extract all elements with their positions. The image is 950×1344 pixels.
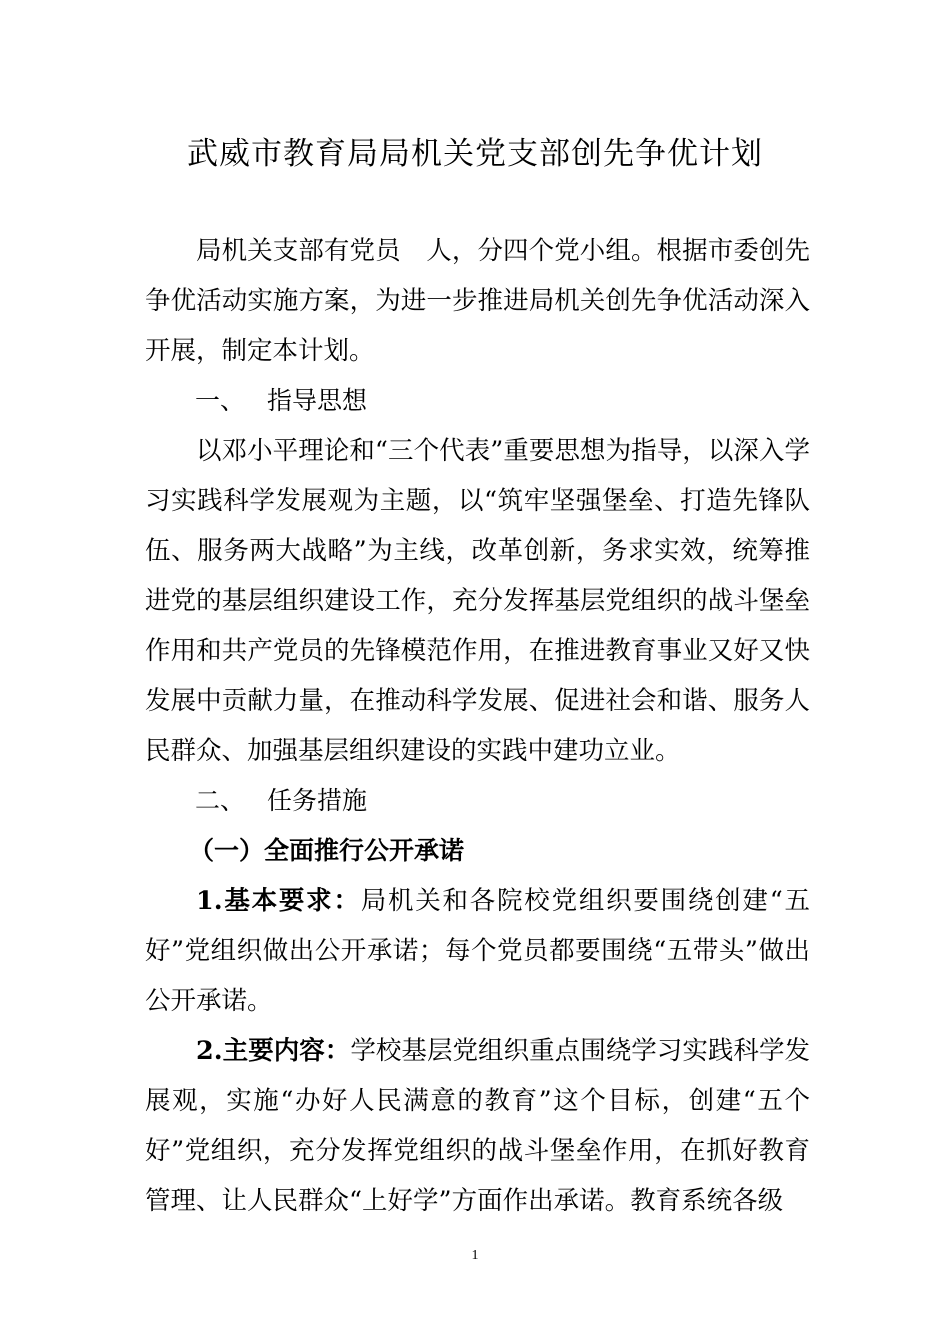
item-1-lead: 1.基本要求： [196,886,361,916]
section-2-heading [145,776,810,826]
intro-paragraph: 局机关支部有党员 人，分四个党小组。根据市委创先争优活动实施方案，为进一步推进局机关创先争优活动深入开展，制定本计划。 [145,236,810,366]
page-number: 1 [471,1248,479,1263]
section-1-number: 一、 [195,386,246,415]
section-2-number: 二、 [195,786,246,815]
document-title: 武威市教育局局机关党支部创先争优计划 [187,136,763,172]
item-1-paragraph [145,876,810,1026]
section-1-title: 指导思想 [267,386,368,415]
section-2-title: 任务措施 [267,786,368,815]
item-2-text: 学校基层党组织重点围绕学习实践科学发展观，实施“办好人民满意的教育”这个目标，创建“五个好”党组织，充分发挥党组织的战斗堡垒作用，在抓好教育管理、让人民群众“上好学”方面作出承诺。教育系统各级 [145,1036,810,1216]
item-1-text: 局机关和各院校党组织要围绕创建“五好”党组织做出公开承诺；每个党员都要围绕“五带头”做出公开承诺。 [145,886,810,1016]
item-2-paragraph [145,1026,810,1226]
section-1-heading [145,376,810,426]
document-body [145,226,810,1226]
item-2-lead: 2.主要内容： [196,1036,351,1066]
section-1-paragraph: 以邓小平理论和“三个代表”重要思想为指导，以深入学习实践科学发展观为主题，以“筑牢坚强堡垒、打造先锋队伍、服务两大战略”为主线，改革创新，务求实效，统筹推进党的基层组织建设工作，充分发挥基层党组织的战斗堡垒作用和共产党员的先锋模范作用，在推进教育事业又好又快发展中贡献力量，在推动科学发展、促进社会和谐、服务人民群众、加强基层组织建设的实践中建功立业。 [145,436,810,766]
subsection-1-heading: （一）全面推行公开承诺 [189,836,465,865]
